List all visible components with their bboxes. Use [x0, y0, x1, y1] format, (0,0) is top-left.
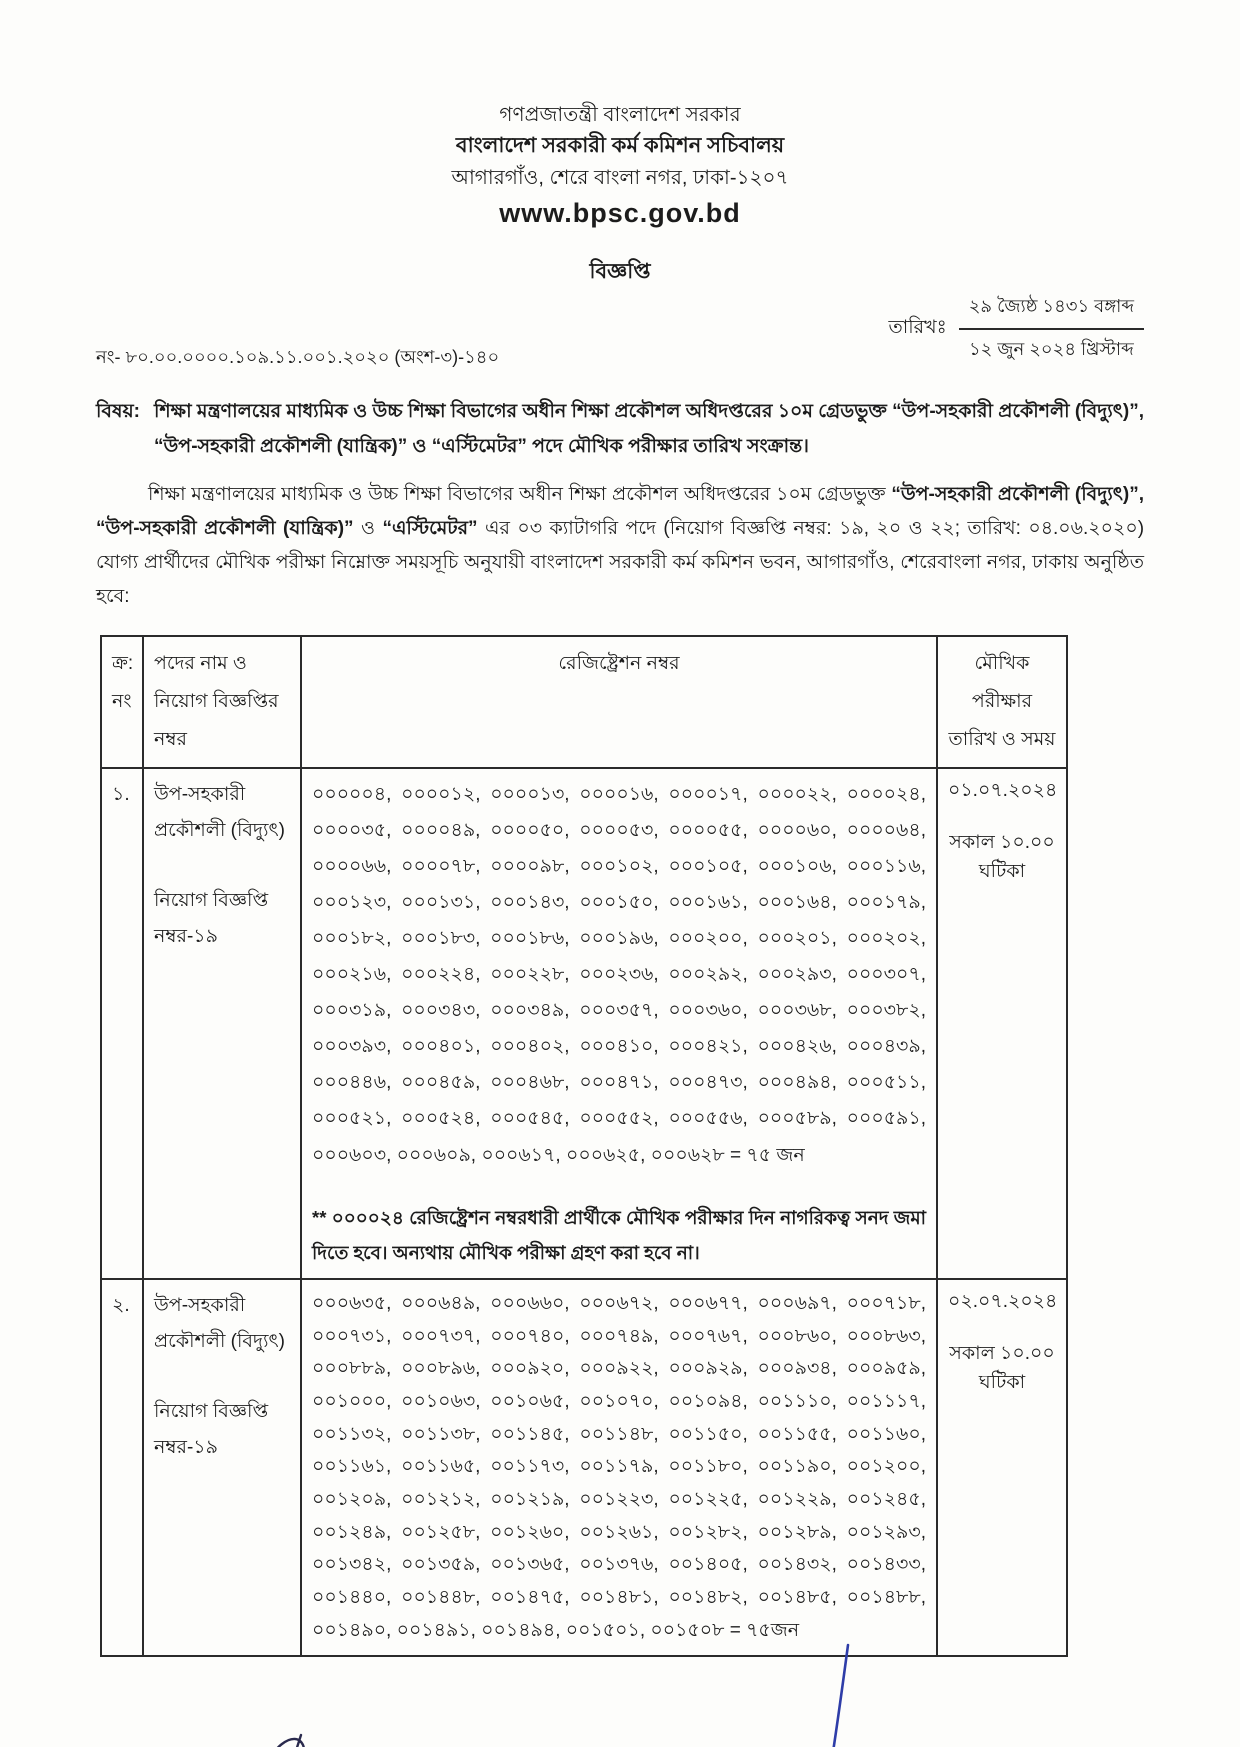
row1-exam-cell — [937, 768, 1067, 1279]
signatures-strip — [0, 1687, 1240, 1747]
row2-circular-no: নিয়োগ বিজ্ঞপ্তি নম্বর-১৯ — [154, 1401, 269, 1459]
body-post-electric: “উপ-সহকারী প্রকৌশলী (বিদ্যুৎ)”, — [891, 483, 1145, 505]
body-paragraph — [96, 478, 1144, 615]
row2-exam-date: ০২.০৭.২০২৪ — [948, 1290, 1058, 1312]
row2-exam-time: সকাল ১০.০০ — [949, 1343, 1055, 1365]
row1-post-cell — [143, 768, 301, 1279]
row2-serial: ২. — [101, 1279, 143, 1656]
table-row-2 — [101, 1279, 1067, 1656]
row2-registration-cell — [301, 1279, 937, 1656]
row2-exam-cell — [937, 1279, 1067, 1656]
header-exam-date-time: মৌখিক পরীক্ষার তারিখ ও সময় — [937, 636, 1067, 768]
row1-post-name: উপ-সহকারী প্রকৌশলী (বিদ্যুৎ) — [154, 783, 285, 841]
letterhead — [0, 0, 1240, 290]
exam-schedule-table — [100, 635, 1068, 1658]
row1-exam-time: সকাল ১০.০০ — [949, 832, 1055, 854]
row2-exam-time-unit: ঘটিকা — [978, 1371, 1026, 1393]
body-post-estimator: “এস্টিমেটর” — [382, 518, 478, 540]
organization-title: বাংলাদেশ সরকারী কর্ম কমিশন সচিবালয় — [455, 134, 785, 157]
table-row-1 — [101, 768, 1067, 1279]
row1-exam-time-unit: ঘটিকা — [978, 860, 1026, 882]
header-post-name: পদের নাম ও নিয়োগ বিজ্ঞপ্তির নম্বর — [143, 636, 301, 768]
date-gregorian: ১২ জুন ২০২৪ খ্রিস্টাব্দ — [959, 328, 1144, 366]
subject-text: শিক্ষা মন্ত্রণালয়ের মাধ্যমিক ও উচ্চ শিক্ষা বিভাগের অধীন শিক্ষা প্রকৌশল অধিদপ্তরের ১০ম গ্রেডভুক্ত “উপ-সহকারী প্রকৌশলী (বিদ্যুৎ)”, “উপ-সহকারী প্রকৌশলী (যান্ত্রিক)” ও “এস্টিমেটর” পদে মৌখিক পরীক্ষার তারিখ সংক্রান্ত। — [154, 400, 1144, 457]
row2-post-name: উপ-সহকারী প্রকৌশলী (বিদ্যুৎ) — [154, 1294, 285, 1352]
body-rest: এর ০৩ ক্যাটাগরি পদে (নিয়োগ বিজ্ঞপ্তি নম্বর: ১৯, ২০ ও ২২; তারিখ: ০৪.০৬.২০২০) যোগ্য প্রার্থীদের মৌখিক পরীক্ষা নিম্নোক্ত সময়সূচি অনুযায়ী বাংলাদেশ সরকারী কর্ম কমিশন ভবন, আগারগাঁও, শেরেবাংলা নগর, ঢাকায় অনুষ্ঠিত হবে: — [96, 518, 1145, 608]
date-label: তারিখঃ — [888, 316, 947, 338]
table-header-row — [101, 636, 1067, 768]
row2-post-cell — [143, 1279, 301, 1656]
row1-circular-no: নিয়োগ বিজ্ঞপ্তি নম্বর-১৯ — [154, 889, 269, 947]
row1-registration-numbers: ০০০০০৪, ০০০০১২, ০০০০১৩, ০০০০১৬, ০০০০১৭, ০০০০২২, ০০০০২৪, ০০০০৩৫, ০০০০৪৯, ০০০০৫০, ০০০০৫৩, ০০০০৫৫, ০০০০৬০, ০০০০৬৪, ০০০০৬৬, ০০০০৭৮, ০০০০৯৮, ০০০১০২, ০০০১০৫, ০০০১০৬, ০০০১১৬, ০০০১২৩, ০০০১৩১, ০০০১৪৩, ০০০১৫০, ০০০১৬১, ০০০১৬৪, ০০০১৭৯, ০০০১৮২, ০০০১৮৩, ০০০১৮৬, ০০০১৯৬, ০০০২০০, ০০০২০১, ০০০২০২, ০০০২১৬, ০০০২২৪, ০০০২২৮, ০০০২৩৬, ০০০২৯২, ০০০২৯৩, ০০০৩০৭, ০০০৩১৯, ০০০৩৪৩, ০০০৩৪৯, ০০০৩৫৭, ০০০৩৬০, ০০০৩৬৮, ০০০৩৮২, ০০০৩৯৩, ০০০৪০১, ০০০৪০২, ০০০৪১০, ০০০৪২১, ০০০৪২৬, ০০০৪৩৯, ০০০৪৪৬, ০০০৪৫৯, ০০০৪৬৮, ০০০৪৭১, ০০০৪৭৩, ০০০৪৯৪, ০০০৫১১, ০০০৫২১, ০০০৫২৪, ০০০৫৪৫, ০০০৫৫২, ০০০৫৫৬, ০০০৫৮৯, ০০০৫৯১, ০০০৬০৩, ০০০৬০৯, ০০০৬১৭, ০০০৬২৫, ০০০৬২৮ = ৭৫ জন — [312, 783, 926, 1166]
row2-registration-numbers: ০০০৬৩৫, ০০০৬৪৯, ০০০৬৬০, ০০০৬৭২, ০০০৬৭৭, ০০০৬৯৭, ০০০৭১৮, ০০০৭৩১, ০০০৭৩৭, ০০০৭৪০, ০০০৭৪৯, ০০০৭৬৭, ০০০৮৬০, ০০০৮৬৩, ০০০৮৮৯, ০০০৮৯৬, ০০০৯২০, ০০০৯২২, ০০০৯২৯, ০০০৯৩৪, ০০০৯৫৯, ০০১০০০, ০০১০৬৩, ০০১০৬৫, ০০১০৭০, ০০১০৯৪, ০০১১১০, ০০১১১৭, ০০১১৩২, ০০১১৩৮, ০০১১৪৫, ০০১১৪৮, ০০১১৫০, ০০১১৫৫, ০০১১৬০, ০০১১৬১, ০০১১৬৫, ০০১১৭৩, ০০১১৭৯, ০০১১৮০, ০০১১৯০, ০০১২০০, ০০১২০৯, ০০১২১২, ০০১২১৯, ০০১২২৩, ০০১২২৫, ০০১২২৯, ০০১২৪৫, ০০১২৪৯, ০০১২৫৮, ০০১২৬০, ০০১২৬১, ০০১২৮২, ০০১২৮৯, ০০১২৯৩, ০০১৩৪২, ০০১৩৫৯, ০০১৩৬৫, ০০১৩৭৬, ০০১৪০৫, ০০১৪৩২, ০০১৪৩৩, ০০১৪৪০, ০০১৪৪৮, ০০১৪৭৫, ০০১৪৮১, ০০১৪৮২, ০০১৪৮৫, ০০১৪৮৮, ০০১৪৯০, ০০১৪৯১, ০০১৪৯৪, ০০১৫০১, ০০১৫০৮ = ৭৫জন — [312, 1292, 926, 1641]
subject-label: বিষয়: — [96, 400, 141, 422]
government-title: গণপ্রজাতন্ত্রী বাংলাদেশ সরকার — [499, 104, 741, 126]
row1-citizenship-note: ** ০০০০২৪ রেজিষ্ট্রেশন নম্বরধারী প্রার্থীকে মৌখিক পরীক্ষার দিন নাগরিকত্ব সনদ জমা দিতে হবে। অন্যথায় মৌখিক পরীক্ষা গ্রহণ করা হবে না। — [312, 1206, 926, 1263]
row1-exam-date: ০১.০৭.২০২৪ — [948, 779, 1058, 801]
notice-title: বিজ্ঞপ্তি — [589, 259, 651, 283]
row1-serial: ১. — [101, 768, 143, 1279]
body-post-mechanical: “উপ-সহকারী প্রকৌশলী (যান্ত্রিক)” — [96, 518, 354, 540]
body-lead: শিক্ষা মন্ত্রণালয়ের মাধ্যমিক ও উচ্চ শিক্ষা বিভাগের অধীন শিক্ষা প্রকৌশল অধিদপ্তরের ১০ম গ্রেডভুক্ত — [148, 483, 886, 505]
date-stack — [959, 292, 1144, 366]
body-conjunction: ও — [361, 518, 375, 540]
date-block — [888, 292, 1144, 366]
header-serial-no: ক্র: নং — [101, 636, 143, 768]
row1-registration-cell — [301, 768, 937, 1279]
memo-number: নং- ৮০.০০.০০০০.১০৯.১১.০০১.২০২০ (অংশ-৩)-১৪০ — [96, 346, 500, 367]
subject-line — [96, 394, 1144, 464]
memo-date-row — [96, 292, 1144, 380]
organization-address: আগারগাঁও, শেরে বাংলা নগর, ঢাকা-১২০৭ — [451, 166, 789, 189]
website-url: www.bpsc.gov.bd — [499, 197, 741, 228]
signature-right-icon — [744, 1645, 848, 1747]
date-bangla-era: ২৯ জ্যৈষ্ঠ ১৪৩১ বঙ্গাব্দ — [968, 295, 1134, 316]
signature-left-icon — [258, 1735, 326, 1747]
header-registration-no: রেজিষ্ট্রেশন নম্বর — [301, 636, 937, 768]
